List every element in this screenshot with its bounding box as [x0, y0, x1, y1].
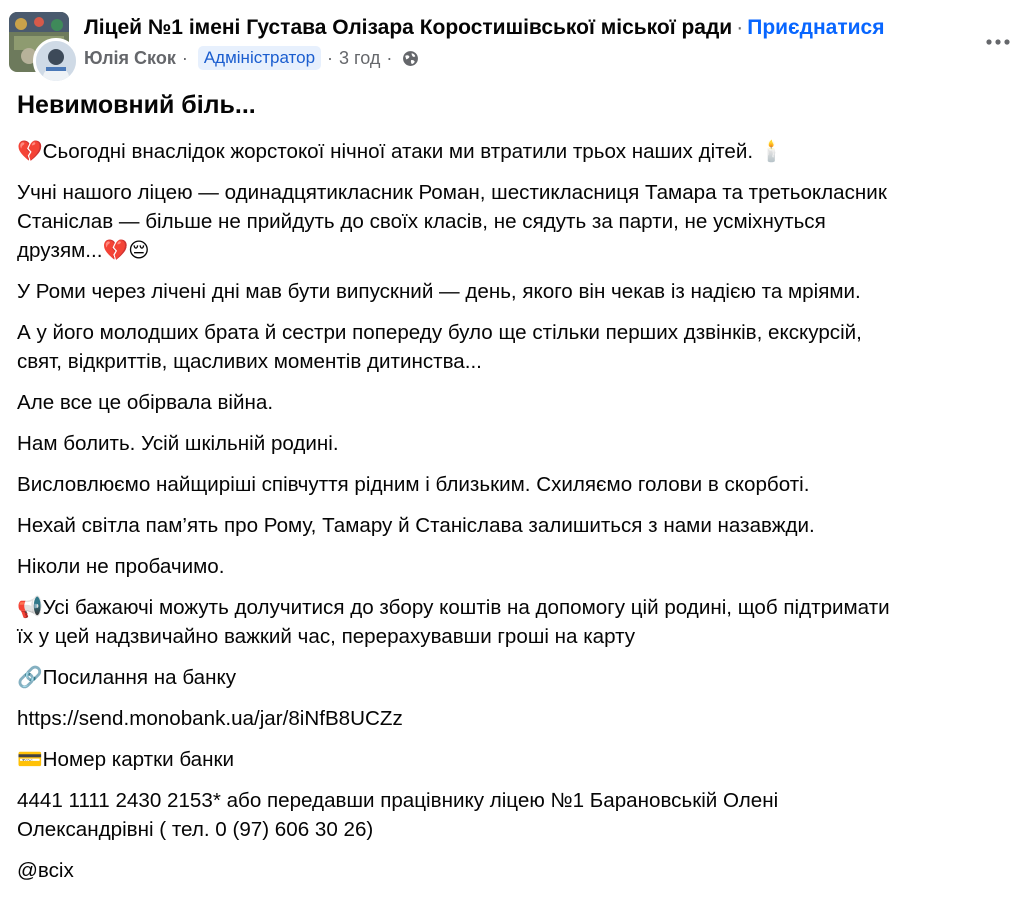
post-paragraph	[17, 178, 1022, 265]
post-paragraph	[17, 388, 1022, 417]
post-text-line: https://send.monobank.ua/jar/8iNfB8UCZz	[17, 707, 403, 730]
post-paragraph	[17, 511, 1022, 540]
post-text-line: Посилання на банку	[42, 666, 237, 689]
post-paragraph	[17, 745, 1022, 774]
post-paragraph	[17, 552, 1022, 581]
post-paragraph	[17, 429, 1022, 458]
post-text-line: Але все це обірвала війна.	[17, 391, 274, 414]
emoji-icon: 📢	[17, 595, 43, 619]
separator-dot: ·	[327, 47, 334, 68]
post-text-line: У Роми через лічені дні мав бути випускний — день, якого він чекав із надією та мріями.	[17, 280, 861, 303]
emoji-icon: 💳	[17, 747, 43, 771]
author-avatar[interactable]	[33, 38, 79, 84]
post-text-line: @всіх	[17, 859, 74, 882]
post-paragraph	[17, 470, 1022, 499]
separator-dot: ·	[736, 16, 744, 39]
post-text-line: свят, відкриттів, щасливих моментів дитинства...	[17, 350, 482, 373]
post-paragraph	[17, 277, 1022, 306]
post-paragraph	[17, 137, 1022, 166]
post-text-line: Учні нашого ліцею — одинадцятикласник Роман, шестикласниця Тамара та третьокласник	[17, 181, 887, 204]
emoji-icon: 💔	[17, 139, 43, 163]
post-text-line: їх у цей надзвичайно важкий час, перерахувавши гроші на карту	[17, 625, 636, 648]
post-text-line: А у його молодших брата й сестри попереду було ще стільки перших дзвінків, екскурсій,	[17, 321, 862, 344]
post-timestamp[interactable]: 3 год	[339, 47, 381, 68]
post-paragraph	[17, 704, 1022, 733]
post-title: Невимовний біль...	[17, 91, 256, 119]
separator-dot: ·	[386, 47, 393, 68]
post-paragraph	[17, 856, 1022, 885]
join-group-button[interactable]: Приєднатися	[747, 16, 885, 39]
post-paragraph	[17, 663, 1022, 692]
post-text-line: Нам болить. Усій шкільній родині.	[17, 432, 339, 455]
post-meta	[84, 45, 419, 71]
post-text-line: Олександрівні ( тел. 0 (97) 606 30 26)	[17, 818, 374, 841]
group-title-line	[84, 15, 984, 41]
more-dots-icon	[985, 38, 1011, 46]
post-text-line: Нехай світла пам’ять про Рому, Тамару й Станіслава залишиться з нами назавжди.	[17, 514, 815, 537]
post-text-line: Сьогодні внаслідок жорстокої нічної атаки ми втратили трьох наших дітей. 🕯️	[42, 140, 785, 163]
role-badge[interactable]: Адміністратор	[198, 46, 321, 70]
group-name-link[interactable]: Ліцей №1 імені Густава Олізара Коростишівської міської ради	[84, 16, 733, 39]
post-header	[0, 0, 1032, 84]
post-paragraph	[17, 593, 1022, 651]
post-text-line: Усі бажаючі можуть долучитися до збору коштів на допомогу цій родині, щоб підтримати	[42, 596, 890, 619]
post-body	[17, 137, 1022, 897]
post-paragraph	[17, 318, 1022, 376]
author-name-link[interactable]: Юлія Скок	[84, 47, 176, 68]
post-paragraph	[17, 786, 1022, 844]
post-text-line: Ніколи не пробачимо.	[17, 555, 225, 578]
emoji-icon: 🔗	[17, 665, 43, 689]
post-text-line: Висловлюємо найщиріші співчуття рідним і близьким. Схиляємо голови в скорботі.	[17, 473, 810, 496]
post-text-line: друзям...💔😔	[17, 239, 150, 262]
globe-icon[interactable]	[402, 50, 419, 67]
post-text-line: Станіслав — більше не прийдуть до своїх класів, не сядуть за парти, не усміхнуться	[17, 210, 826, 233]
more-options-button[interactable]	[978, 24, 1018, 60]
separator-dot: ·	[181, 47, 188, 68]
post-text-line: 4441 1111 2430 2153* або передавши працівнику ліцею №1 Барановській Олені	[17, 789, 779, 812]
post-text-line: Номер картки банки	[42, 748, 235, 771]
